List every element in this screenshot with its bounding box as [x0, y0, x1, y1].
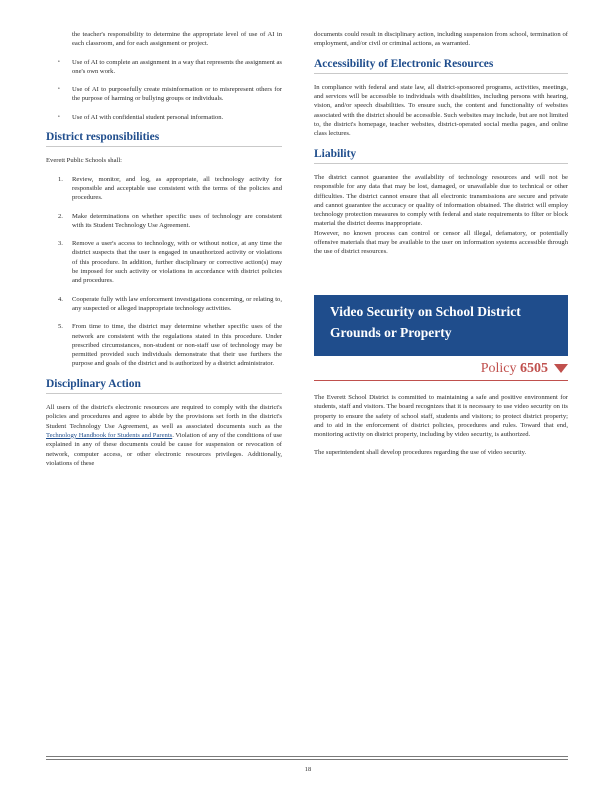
disciplinary-action-heading: Disciplinary Action [46, 380, 282, 394]
liability-paragraph: However, no known process can control or censor all illegal, defamatory, or potentially offensive materials that may be available to the user on information systems accessible through the use of district resources. [314, 229, 568, 256]
bullet-item: • Use of AI to complete an assignment in a way that represents the assignment as one's own work. [46, 58, 282, 77]
footer-rule [46, 759, 568, 760]
video-security-paragraph: The superintendent shall develop procedures regarding the use of video security. [314, 449, 527, 457]
item-text: From time to time, the district may determine whether specific uses of the network are consistent with the regulations stated in this procedure. Under prescribed circumstances, non-student or non-staff use of technology may be permitted provided such individuals demonstrate that their use furthers the purpose and goals of the district and is authorized by a district administrator. [72, 323, 282, 368]
banner-line: Grounds or Property [330, 324, 452, 340]
item-number: 4. [58, 295, 63, 303]
disciplinary-text-start: All users of the district's electronic resources are required to comply with the district's policies and procedures and agree to abide by the provisions set forth in the district's Student Technology Use Agreement, as well as associated documents such as the [46, 404, 282, 430]
right-column [314, 30, 568, 467]
disciplinary-text-end: . Violation of any of the conditions of use explained in any of these documents could be cause for suspension or revocation of network, computer access, or other electronic resources privileges. Additionally, violations of these [46, 431, 282, 467]
item-number: 1. [58, 175, 63, 183]
numbered-item [46, 239, 282, 285]
disciplinary-continuation: documents could result in disciplinary action, including suspension from school, termination of employment, and/or civil or criminal actions, as warranted. [314, 31, 568, 48]
accessibility-heading: Accessibility of Electronic Resources [314, 60, 568, 74]
disciplinary-action-text [46, 403, 282, 468]
accessibility-text: In compliance with federal and state law, all district-sponsored programs, activities, meetings, and services will be accessible to individuals with disabilities, including persons with hearing, vision, and/or speech disabilities. To ensure such, the content and functionality of websites associated with the district should be accessible. Such websites may include, but are not limited to, the district's homepage, teacher websites, district-operated social media pages, and online class lectures. [314, 83, 568, 138]
item-number: 5. [58, 323, 63, 331]
item-text: Cooperate fully with law enforcement investigations concerning, or relating to, any suspected or alleged inappropriate technology activities. [72, 295, 282, 312]
bullet-item: • Use of AI to purposefully create misinformation or to misrepresent others for the purpose of harming or bullying groups or individuals. [46, 85, 282, 104]
numbered-item [46, 322, 282, 368]
banner-line: Video Security on School District [330, 303, 521, 319]
district-responsibilities-heading: District responsibilities [46, 133, 282, 147]
left-column [46, 30, 282, 477]
bullet-item: • Use of AI with confidential student personal information. [46, 113, 282, 122]
footer-rule [46, 756, 568, 757]
technology-handbook-link[interactable]: Technology Handbook for Students and Parents [46, 431, 173, 439]
intro-continuation: the teacher's responsibility to determine the appropriate level of use of AI in each classroom, and for each assignment or project. [72, 31, 282, 48]
numbered-item [46, 295, 282, 314]
liability-paragraph: The district cannot guarantee the availability of technology resources and will not be responsible for any data that may be lost, damaged, or unavailable due to technical or other difficulties. The district cannot ensure that all electronic transmissions are secure and private and cannot guarantee the accuracy or quality of information obtained. The district will employ technology protection measures to comply with federal and state requirements to filter or block material the district deems inappropriate. [314, 173, 568, 228]
liability-heading: Liability [314, 150, 568, 164]
district-intro: Everett Public Schools shall: [46, 157, 123, 165]
item-number: 2. [58, 212, 63, 220]
policy-title-banner [314, 295, 568, 356]
triangle-down-icon [554, 364, 568, 373]
numbered-item [46, 212, 282, 231]
policy-number-label [314, 360, 568, 381]
page-number: 18 [304, 766, 312, 773]
video-security-paragraph: The Everett School District is committed to maintaining a safe and positive environment for students, staff and visitors. The board recognizes that it is necessary to use video security on its property to ensure the safety of school staff, students and visitors; to protect district property; and to aid in the enforcement of district policies, procedures and rules. Toward that end, monitoring activity on district property, including by video security, is authorized. [314, 393, 568, 439]
numbered-item [46, 175, 282, 203]
district-responsibilities-list [46, 175, 282, 369]
item-text: Review, monitor, and log, as appropriate, all technology activity for responsible and acceptable use consistent with the terms of the policies and procedures. [72, 175, 282, 202]
ai-prohibited-uses-list [46, 58, 282, 122]
item-text: Remove a user's access to technology, with or without notice, at any time the district suspects that the user is engaged in unauthorized activity or violations of this procedure. In addition, further disciplinary or corrective action(s) may be imposed for such activity or violations in accordance with district policies and procedures. [72, 240, 282, 285]
item-number: 3. [58, 240, 63, 248]
item-text: Make determinations on whether specific uses of technology are consistent with its Student Technology Use Agreement. [72, 212, 282, 229]
policy-word: Policy [480, 360, 517, 376]
policy-number: 6505 [520, 360, 548, 376]
